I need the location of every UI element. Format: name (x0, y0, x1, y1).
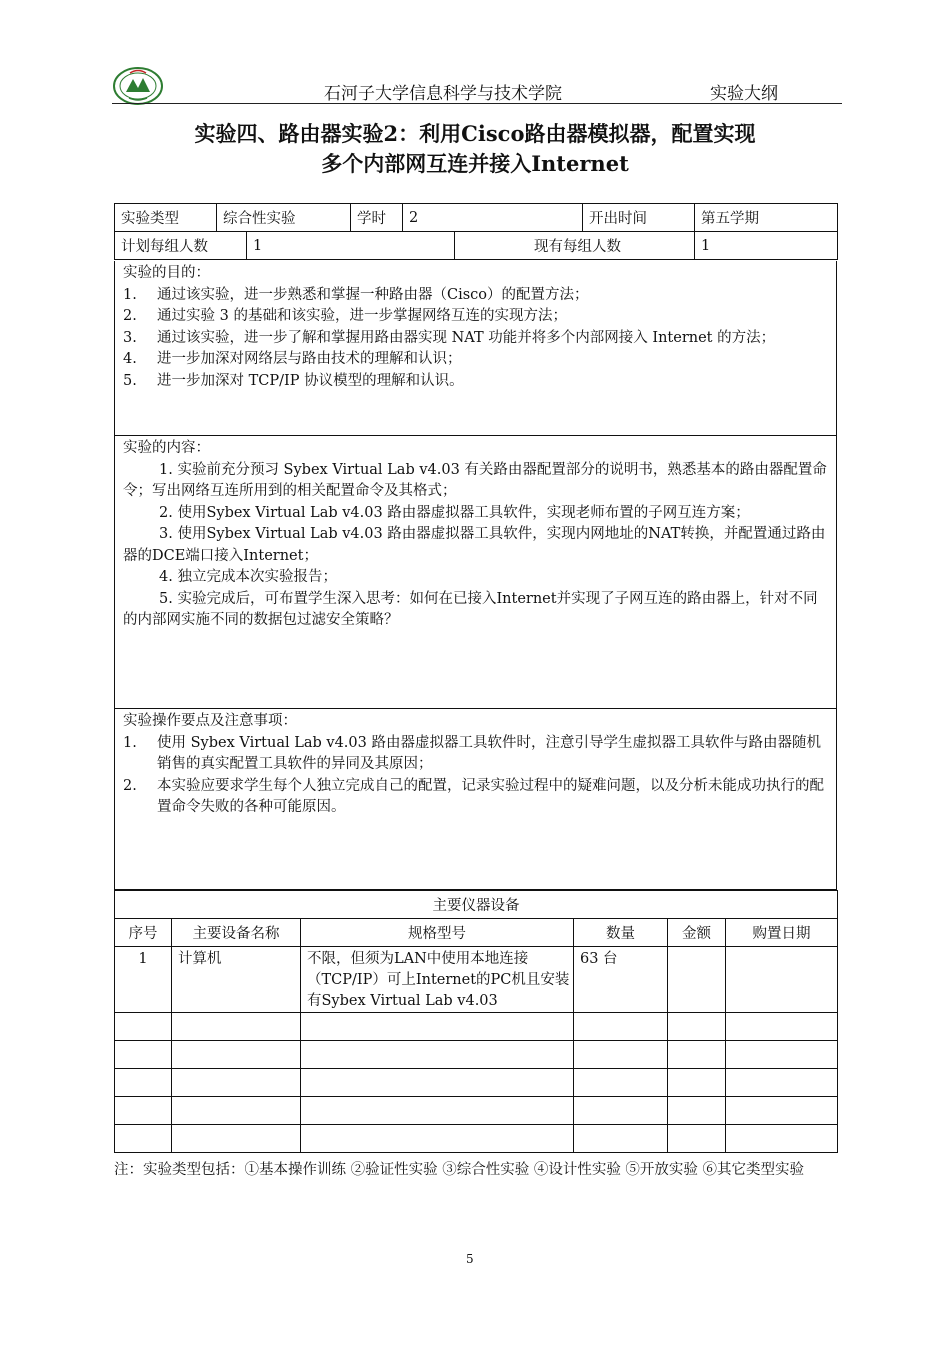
table-cell (668, 1069, 726, 1097)
table-cell (574, 1097, 668, 1125)
hours-label: 学时 (351, 204, 403, 232)
table-cell (574, 1069, 668, 1097)
column-header: 金额 (668, 919, 726, 947)
list-item (123, 306, 828, 328)
header-divider (112, 103, 842, 104)
operation-notes-section (114, 709, 837, 890)
table-cell (115, 1041, 172, 1069)
item-text: 通过实验 3 的基础和该实验，进一步掌握网络互连的实现方法； (157, 308, 567, 324)
table-cell (726, 1013, 838, 1041)
table-cell (301, 1125, 574, 1153)
table-cell: 1 (115, 947, 172, 1013)
term-label: 开出时间 (583, 204, 695, 232)
item-number: 5. (123, 372, 137, 389)
table-cell (726, 947, 838, 1013)
equipment-title: 主要仪器设备 (115, 891, 838, 919)
table-cell (172, 1097, 301, 1125)
table-cell (301, 1041, 574, 1069)
page-number: 5 (466, 1252, 474, 1266)
table-cell (301, 1069, 574, 1097)
list-item (123, 328, 828, 350)
hours-value: 2 (403, 204, 583, 232)
planned-group-size-value: 1 (247, 232, 455, 260)
column-header: 数量 (574, 919, 668, 947)
table-cell (115, 1013, 172, 1041)
ops-heading: 实验操作要点及注意事项： (123, 713, 297, 729)
type-value: 综合性实验 (217, 204, 351, 232)
table-cell (668, 1125, 726, 1153)
table-cell (668, 1013, 726, 1041)
header-document-type: 实验大纲 (710, 84, 778, 104)
item-number: 1. (123, 734, 137, 751)
column-header: 序号 (115, 919, 172, 947)
table-cell (115, 1097, 172, 1125)
table-cell (172, 1041, 301, 1069)
column-header: 主要设备名称 (172, 919, 301, 947)
equipment-table (114, 890, 838, 1153)
table-cell (574, 1013, 668, 1041)
university-seal-icon (112, 66, 164, 106)
table-row (115, 1013, 838, 1041)
table-row (115, 1097, 838, 1125)
table-row (115, 1041, 838, 1069)
item-number: 1. (123, 286, 137, 303)
page-title-line2: 多个内部网互连并接入Internet (321, 151, 629, 176)
table-cell (726, 1069, 838, 1097)
table-cell (172, 1069, 301, 1097)
list-item (123, 285, 828, 307)
content-paragraph: 5. 实验完成后，可布置学生深入思考：如何在已接入Internet并实现了子网互连的路由器上，针对不同的内部网实施不同的数据包过滤安全策略？ (123, 590, 818, 628)
table-cell (668, 947, 726, 1013)
column-header: 购置日期 (726, 919, 838, 947)
purpose-heading: 实验的目的： (123, 265, 210, 281)
table-cell (668, 1041, 726, 1069)
content-paragraph: 2. 使用Sybex Virtual Lab v4.03 路由器虚拟器工具软件，实现老师布置的子网互连方案； (159, 504, 750, 521)
content-heading: 实验的内容： (123, 440, 210, 456)
item-text: 进一步加深对网络层与路由技术的理解和认识； (157, 351, 462, 367)
item-text: 本实验应要求学生每个人独立完成自己的配置，记录实验过程中的疑难问题，以及分析未能成功执行的配置命令失败的各种可能原因。 (157, 777, 824, 815)
planned-group-size-label: 计划每组人数 (115, 232, 247, 260)
content-paragraph: 4. 独立完成本次实验报告； (159, 569, 337, 585)
table-cell (668, 1097, 726, 1125)
table-cell (172, 1013, 301, 1041)
list-item (123, 733, 828, 776)
list-item (123, 776, 828, 819)
header-school-name: 石河子大学信息科学与技术学院 (324, 84, 562, 104)
item-number: 3. (123, 329, 137, 346)
table-cell (172, 1125, 301, 1153)
term-value: 第五学期 (695, 204, 838, 232)
item-text: 通过该实验，进一步了解和掌握用路由器实现 NAT 功能并将多个内部网接入 Internet 的方法； (157, 329, 776, 346)
item-number: 2. (123, 308, 137, 324)
item-text: 进一步加深对 TCP/IP 协议模型的理解和认识。 (157, 372, 464, 389)
item-text: 通过该实验，进一步熟悉和掌握一种路由器（Cisco）的配置方法； (157, 286, 589, 303)
table-cell (726, 1125, 838, 1153)
table-cell (574, 1125, 668, 1153)
content-paragraph: 1. 实验前充分预习 Sybex Virtual Lab v4.03 有关路由器配置部分的说明书，熟悉基本的路由器配置命令；写出网络互连所用到的相关配置命令及其格式； (123, 461, 827, 499)
table-cell (301, 1013, 574, 1041)
page-title-line1: 实验四、路由器实验2：利用Cisco路由器模拟器，配置实现 (194, 121, 756, 146)
table-row (115, 947, 838, 1013)
type-label: 实验类型 (115, 204, 217, 232)
footnote: 注：实验类型包括：①基本操作训练 ②验证性实验 ③综合性实验 ④设计性实验 ⑤开放实验 ⑥其它类型实验 (114, 1162, 805, 1178)
column-header: 规格型号 (301, 919, 574, 947)
item-number: 4. (123, 351, 137, 367)
table-cell: 计算机 (172, 947, 301, 1013)
content-section (114, 436, 837, 709)
table-cell (726, 1041, 838, 1069)
list-item (123, 371, 828, 393)
item-number: 2. (123, 777, 137, 794)
table-row (115, 1069, 838, 1097)
table-row (115, 1125, 838, 1153)
table-cell (115, 1069, 172, 1097)
list-item (123, 349, 828, 371)
table-cell (301, 1097, 574, 1125)
table-cell: 63 台 (574, 947, 668, 1013)
current-group-size-label: 现有每组人数 (455, 232, 695, 260)
table-cell (115, 1125, 172, 1153)
experiment-info-table (114, 203, 838, 260)
item-text: 使用 Sybex Virtual Lab v4.03 路由器虚拟器工具软件时，注意引导学生虚拟器工具软件与路由器随机销售的真实配置工具软件的异同及其原因； (157, 734, 821, 772)
table-cell: 不限，但须为LAN中使用本地连接（TCP/IP）可上Internet的PC机且安装有Sybex Virtual Lab v4.03 (301, 947, 574, 1013)
purpose-section (114, 261, 837, 436)
content-paragraph: 3. 使用Sybex Virtual Lab v4.03 路由器虚拟器工具软件，实现内网地址的NAT转换，并配置通过路由器的DCE端口接入Internet； (123, 526, 826, 564)
table-cell (574, 1041, 668, 1069)
current-group-size-value: 1 (695, 232, 838, 260)
table-cell (726, 1097, 838, 1125)
